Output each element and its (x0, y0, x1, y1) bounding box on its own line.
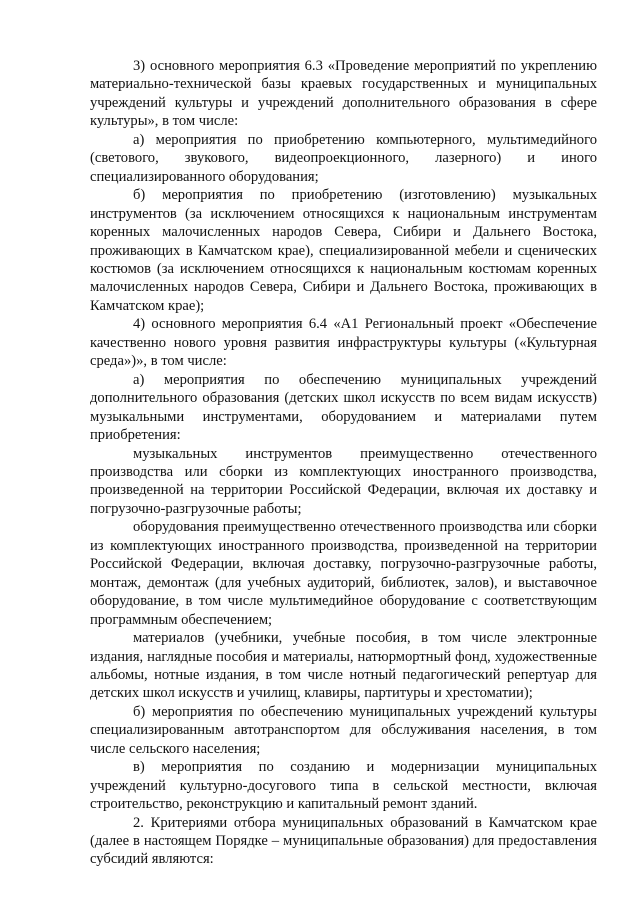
paragraph-subitem-v-rural: в) мероприятия по созданию и модернизации муниципальных учреждений культурно-досугового типа в сельской местности, включая строительство, реконструкцию и капитальный ремонт зданий. (90, 759, 597, 813)
paragraph-equipment: оборудования преимущественно отечественного производства или сборки из комплектующих иностранного производства, произведенной на территории Российской Федерации, включая доставку, погрузочно-разгрузочные работы, монтаж, демонтаж (для учебных аудиторий, библиотек, залов), и выставочное оборудование, в том числе мультимедийное оборудование с соответствующим программным обеспечением; (90, 519, 597, 628)
paragraph-subitem-b-instruments: б) мероприятия по приобретению (изготовлению) музыкальных инструментов (за исключением относящихся к национальным инструментам коренных малочисленных народов Севера, Сибири и Дальнего Востока, проживающих в Камчатском крае), специализированной мебели и сценических костюмов (за исключением относящихся к национальным костюмам коренных малочисленных народов Севера, Сибири и Дальнего Востока, проживающих в Камчатском крае); (90, 187, 597, 314)
paragraph-subitem-b-transport: б) мероприятия по обеспечению муниципальных учреждений культуры специализированным автотранспортом для обслуживания населения, в том числе сельского населения; (90, 703, 597, 757)
paragraph-subitem-a-schools: а) мероприятия по обеспечению муниципальных учреждений дополнительного образования (детских школ искусств по всем видам искусств) музыкальными инструментами, оборудованием и материалами путем приобретения: (90, 371, 597, 444)
paragraph-criteria: 2. Критериями отбора муниципальных образований в Камчатском крае (далее в настоящем Порядке – муниципальные образования) для предоставления субсидий являются: (90, 814, 597, 868)
paragraph-subitem-a-equipment: а) мероприятия по приобретению компьютерного, мультимедийного (светового, звукового, видеопроекционного, лазерного) и иного специализированного оборудования; (90, 131, 597, 185)
paragraph-materials: материалов (учебники, учебные пособия, в том числе электронные издания, наглядные пособия и материалы, натюрмортный фонд, художественные альбомы, нотные издания, в том числе нотный педагогический репертуар для детских школ искусств и училищ, клавиры, партитуры и хрестоматии); (90, 630, 597, 702)
paragraph-item-3: 3) основного мероприятия 6.3 «Проведение мероприятий по укреплению материально-технической базы краевых государственных и муниципальных учреждений культуры и учреждений дополнительного образования в сфере культуры», в том числе: (90, 58, 597, 130)
paragraph-musical-instruments: музыкальных инструментов преимущественно отечественного производства или сборки из комплектующих иностранного производства, произведенной на территории Российской Федерации, включая их доставку и погрузочно-разгрузочные работы; (90, 445, 597, 517)
paragraph-item-4: 4) основного мероприятия 6.4 «А1 Региональный проект «Обеспечение качественно нового уровня развития инфраструктуры культуры («Культурная среда»)», в том числе: (90, 316, 597, 370)
document-body (90, 57, 597, 869)
